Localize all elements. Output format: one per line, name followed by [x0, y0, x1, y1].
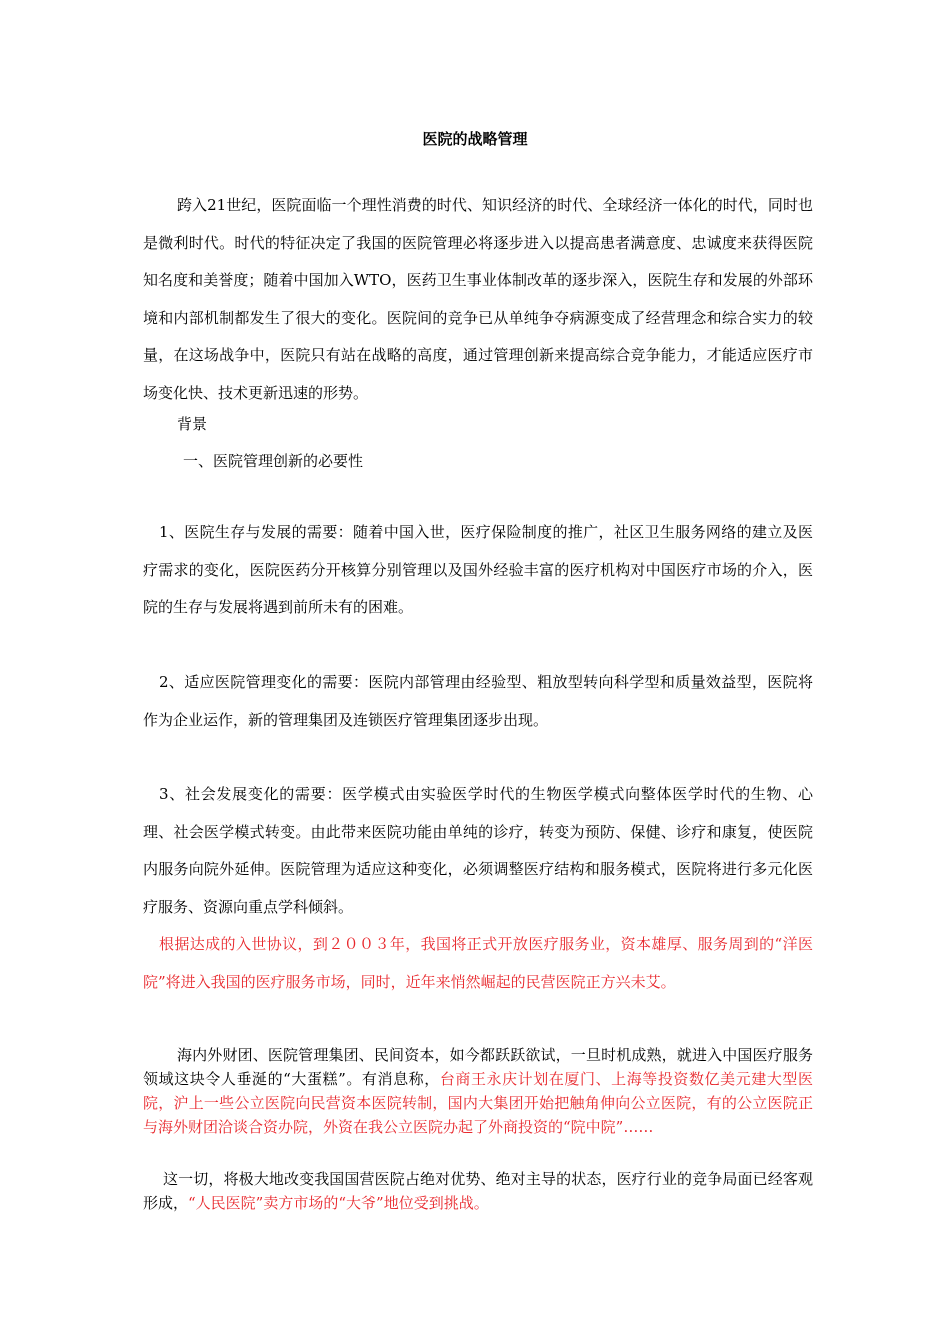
final-text: 这一切，将极大地改变我国国营医院占绝对优势、绝对主导的状态，医疗行业的竞争局面已经客观形成，: [143, 1170, 813, 1212]
section1-heading: 一、医院管理创新的必要性: [183, 452, 364, 470]
capital-paragraph: [143, 1043, 813, 1139]
capital-text: 海内外财团、医院管理集团、民间资本，如今都跃跃欲试，一旦时机成熟，就进入中国医疗服务领域这块令人垂涎的“大蛋糕”。有消息称，: [143, 1046, 813, 1088]
point3-paragraph: 3、社会发展变化的需要：医学模式由实验医学时代的生物医学模式向整体医学时代的生物、心理、社会医学模式转变。由此带来医院功能由单纯的诊疗，转变为预防、保健、诊疗和康复，使医院内服务向院外延伸。医院管理为适应这种变化，必须调整医疗结构和服务模式，医院将进行多元化医疗服务、资源向重点学科倾斜。: [143, 785, 813, 916]
point1-paragraph: 1、医院生存与发展的需要：随着中国入世，医疗保险制度的推广，社区卫生服务网络的建立及医疗需求的变化，医院医药分开核算分别管理以及国外经验丰富的医疗机构对中国医疗市场的介入，医院的生存与发展将遇到前所未有的困难。: [143, 523, 813, 616]
intro-paragraph: 跨入21世纪，医院面临一个理性消费的时代、知识经济的时代、全球经济一体化的时代，同时也是微利时代。时代的特征决定了我国的医院管理必将逐步进入以提高患者满意度、忠诚度来获得医院知名度和美誉度；随着中国加入WTO，医药卫生事业体制改革的逐步深入，医院生存和发展的外部环境和内部机制都发生了很大的变化。医院间的竞争已从单纯争夺病源变成了经营理念和综合实力的较量，在这场战争中，医院只有站在战略的高度，通过管理创新来提高综合竞争能力，才能适应医疗市场变化快、技术更新迅速的形势。: [143, 196, 813, 402]
document-title: 医院的战略管理: [422, 130, 528, 148]
final-red-text: “人民医院”卖方市场的“大爷”地位受到挑战。: [188, 1194, 489, 1212]
capital-red-text: 台商王永庆计划在厦门、上海等投资数亿美元建大型医院，沪上一些公立医院向民营资本医院转制，国内大集团开始把触角伸向公立医院，有的公立医院正与海外财团洽谈合资办院，外资在我公立医院办起了外商投资的“院中院”……: [143, 1070, 813, 1136]
background-heading: 背景: [177, 415, 208, 433]
point2-paragraph: 2、适应医院管理变化的需要：医院内部管理由经验型、粗放型转向科学型和质量效益型，医院将作为企业运作，新的管理集团及连锁医疗管理集团逐步出现。: [143, 673, 813, 729]
final-paragraph: [143, 1167, 813, 1215]
wto-red-paragraph: 根据达成的入世协议，到２００３年，我国将正式开放医疗服务业，资本雄厚、服务周到的“洋医院”将进入我国的医疗服务市场，同时，近年来悄然崛起的民营医院正方兴未艾。: [143, 935, 813, 991]
